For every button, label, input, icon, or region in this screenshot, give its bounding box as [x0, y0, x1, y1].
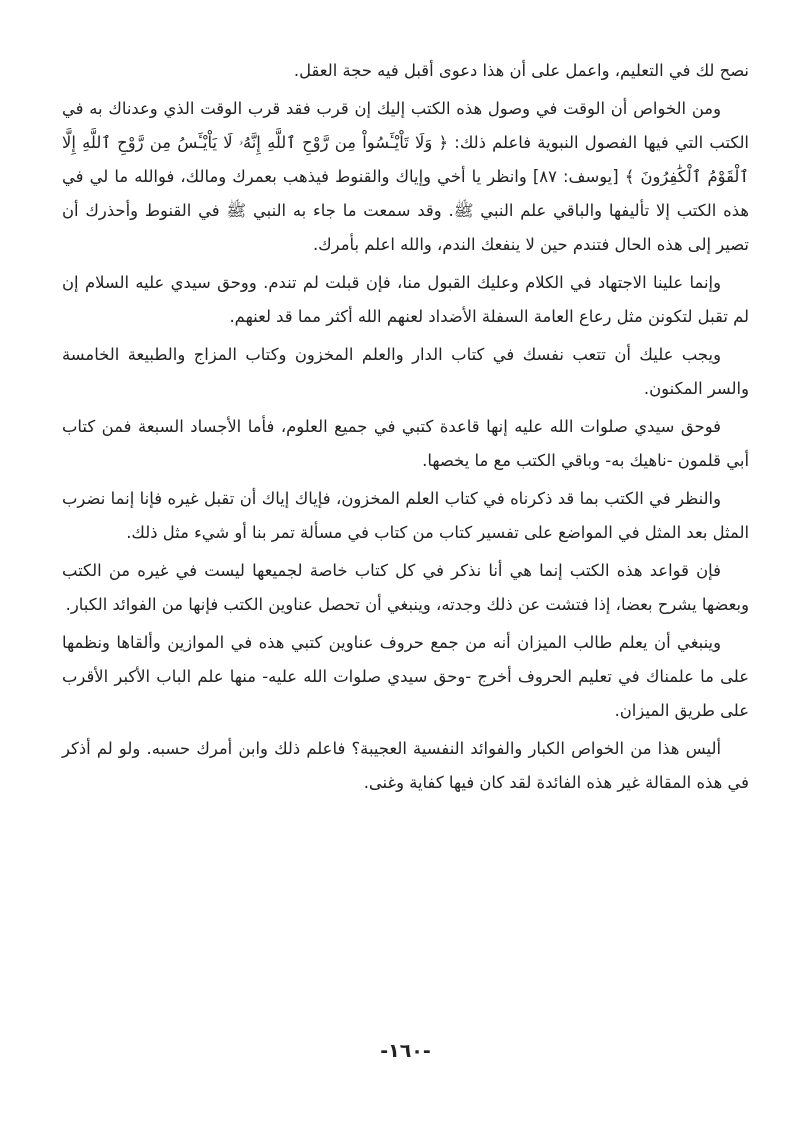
page-body [62, 54, 749, 804]
paragraph-6: والنظر في الكتب بما قد ذكرناه في كتاب العلم المخزون، فإياك إياك أن تقبل غيره فإنا إنما نضرب المثل بعد المثل في المواضع على تفسير كتاب من كتاب في مسألة تمر بنا أو شيء مثل ذلك. [62, 489, 749, 542]
paragraph-5: فوحق سيدي صلوات الله عليه إنها قاعدة كتبي في جميع العلوم، فأما الأجساد السبعة فمن كتاب أبي قلمون -ناهيك به- وباقي الكتب مع ما يخصها. [62, 417, 749, 470]
paragraph-2: ومن الخواص أن الوقت في وصول هذه الكتب إليك إن قرب فقد قرب الوقت الذي وعدناك به في الكتب التي فيها الفصول النبوية فاعلم ذلك: ﴿ وَلَا تَاْيْـَٔسُواْ مِن رَّوْحِ ٱللَّهِ إِنَّهُۥ لَا يَاْيْـَٔسُ مِن رَّوْحِ ٱللَّهِ إِلَّا ٱلْقَوْمُ ٱلْكَٰفِرُونَ ﴾ [يوسف: ٨٧] وانظر يا أخي وإياك والقنوط فيذهب بعمرك ومالك، فوالله ما لي في هذه الكتب إلا تأليفها والباقي علم النبي ﷺ. وقد سمعت ما جاء به النبي ﷺ في القنوط وأحذرك أن تصير إلى هذه الحال فتندم حين لا ينفعك الندم، والله اعلم بأمرك. [62, 99, 749, 254]
page-number: -١٦٠- [380, 1040, 431, 1062]
paragraph-7: فإن قواعد هذه الكتب إنما هي أنا نذكر في كل كتاب خاصة لجميعها ليست في غيره من الكتب وبعضها يشرح بعضا، إذا فتشت عن ذلك وجدته، وينبغي أن تحصل عناوين الكتب فإنها من الفوائد الكبار. [62, 561, 749, 614]
paragraph-9: أليس هذا من الخواص الكبار والفوائد النفسية العجيبة؟ فاعلم ذلك وابن أمرك حسبه. ولو لم أذكر في هذه المقالة غير هذه الفائدة لقد كان فيها كفاية وغنى. [62, 739, 749, 792]
paragraph-4: ويجب عليك أن تتعب نفسك في كتاب الدار والعلم المخزون وكتاب المزاج والطبيعة الخامسة والسر المكنون. [62, 345, 749, 398]
paragraph-1: نصح لك في التعليم، واعمل على أن هذا دعوى أقبل فيه حجة العقل. [293, 61, 749, 80]
paragraph-3: وإنما علينا الاجتهاد في الكلام وعليك القبول منا، فإن قبلت لم تندم. ووحق سيدي عليه السلام إن لم تقبل لتكونن مثل رعاع العامة السفلة الأضداد لعنهم الله أكثر مما قد لعنهم. [62, 273, 749, 326]
paragraph-8: وينبغي أن يعلم طالب الميزان أنه من جمع حروف عناوين كتبي هذه في الموازين وألقاها ونظمها على ما علمناك في تعليم الحروف أخرج -وحق سيدي صلوات الله عليه- منها علم الباب الأكبر الأقرب على طريق الميزان. [62, 633, 749, 720]
